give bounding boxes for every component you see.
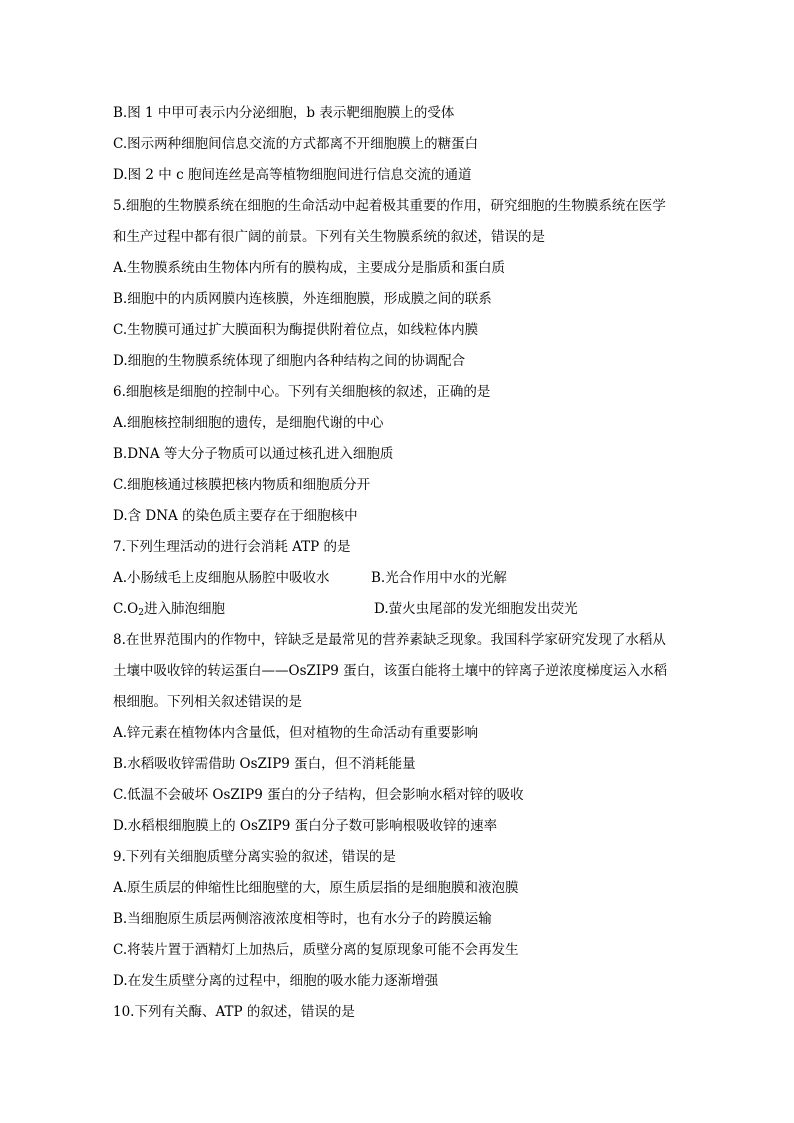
question-7-options-row-2: [113, 594, 693, 625]
question-5-stem: 5.细胞的生物膜系统在细胞的生命活动中起着极其重要的作用，研究细胞的生物膜系统在医学: [113, 198, 666, 214]
option-b: B.DNA 等大分子物质可以通过核孔进入细胞质: [113, 446, 394, 462]
option-a: A.生物膜系统由生物体内所有的膜构成，主要成分是脂质和蛋白质: [113, 260, 506, 276]
text-line: B.图 1 中甲可表示内分泌细胞，b 表示靶细胞膜上的受体: [113, 105, 455, 121]
option-d: D.萤火虫尾部的发光细胞发出荧光: [374, 601, 578, 617]
option-a: A.小肠绒毛上皮细胞从肠腔中吸收水: [113, 570, 330, 586]
question-8-stem-cont: 土壤中吸收锌的转运蛋白——OsZIP9 蛋白，该蛋白能将土壤中的锌离子逆浓度梯度运入水稻: [113, 663, 668, 679]
question-5-stem-cont: 和生产过程中都有很广阔的前景。下列有关生物膜系统的叙述，错误的是: [113, 229, 545, 245]
option-c: C.将装片置于酒精灯上加热后，质壁分离的复原现象可能不会再发生: [113, 942, 519, 958]
question-7-options-row-1: [113, 563, 693, 594]
option-c-prefix: C.O: [113, 601, 139, 617]
question-9-stem: 9.下列有关细胞质壁分离实验的叙述，错误的是: [113, 849, 396, 865]
option-b: B.光合作用中水的光解: [371, 570, 507, 586]
option-b: B.细胞中的内质网膜内连核膜，外连细胞膜，形成膜之间的联系: [113, 291, 492, 307]
text-line: D.图 2 中 c 胞间连丝是高等植物细胞间进行信息交流的通道: [113, 167, 472, 183]
option-d: D.在发生质壁分离的过程中，细胞的吸水能力逐渐增强: [113, 973, 439, 989]
option-c: C.低温不会破坏 OsZIP9 蛋白的分子结构，但会影响水稻对锌的吸收: [113, 787, 524, 803]
text-line: C.图示两种细胞间信息交流的方式都离不开细胞膜上的糖蛋白: [113, 136, 479, 152]
option-c: C.细胞核通过核膜把核内物质和细胞质分开: [113, 477, 371, 493]
option-a: A.细胞核控制细胞的遗传，是细胞代谢的中心: [113, 415, 384, 431]
option-d: D.水稻根细胞膜上的 OsZIP9 蛋白分子数可影响根吸收锌的速率: [113, 818, 498, 834]
question-10-stem: 10.下列有关酶、ATP 的叙述，错误的是: [113, 1004, 355, 1020]
option-a: A.锌元素在植物体内含量低，但对植物的生命活动有重要影响: [113, 725, 479, 741]
option-c-suffix: 进入肺泡细胞: [143, 601, 225, 617]
option-c: C.生物膜可通过扩大膜面积为酶提供附着位点，如线粒体内膜: [113, 322, 479, 338]
question-8-stem: 8.在世界范围内的作物中，锌缺乏是最常见的营养素缺乏现象。我国科学家研究发现了水稻从: [113, 632, 666, 648]
option-d: D.细胞的生物膜系统体现了细胞内各种结构之间的协调配合: [113, 353, 466, 369]
option-a: A.原生质层的伸缩性比细胞壁的大，原生质层指的是细胞膜和液泡膜: [113, 880, 519, 896]
subscript: 2: [138, 608, 144, 618]
question-7-stem: 7.下列生理活动的进行会消耗 ATP 的是: [113, 539, 351, 555]
question-text: [113, 98, 693, 1028]
option-c: [113, 594, 371, 625]
option-b: B.当细胞原生质层两侧溶液浓度相等时，也有水分子的跨膜运输: [113, 911, 492, 927]
option-b: B.水稻吸收锌需借助 OsZIP9 蛋白，但不消耗能量: [113, 756, 416, 772]
option-d: D.含 DNA 的染色质主要存在于细胞核中: [113, 508, 358, 524]
question-8-stem-cont: 根细胞。下列相关叙述错误的是: [113, 694, 302, 710]
question-6-stem: 6.细胞核是细胞的控制中心。下列有关细胞核的叙述，正确的是: [113, 384, 491, 400]
